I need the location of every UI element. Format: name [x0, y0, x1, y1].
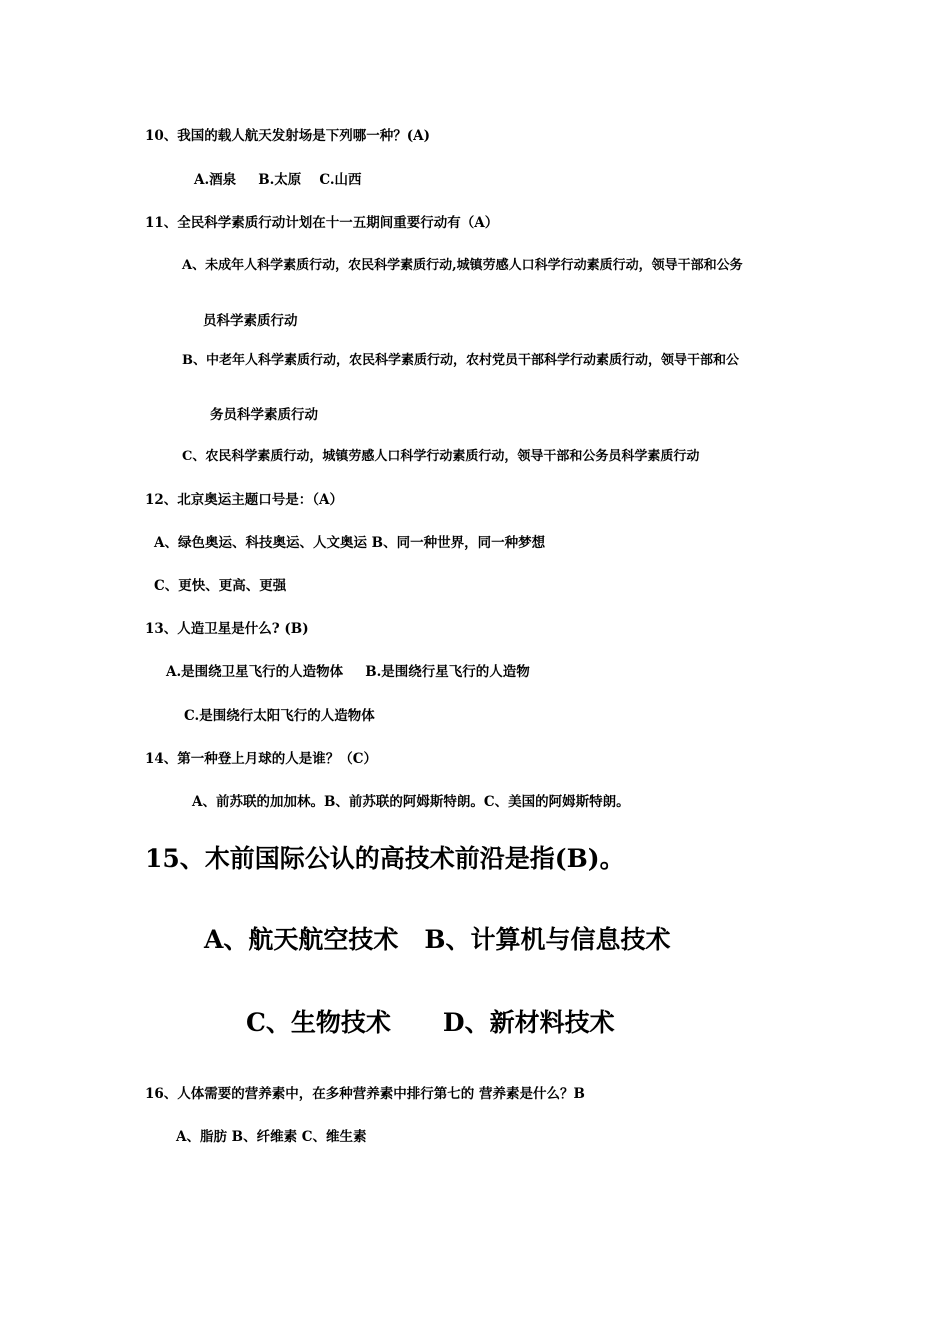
- q13-option-b: B.是围绕行星飞行的人造物: [365, 664, 530, 680]
- q13-option-a: A.是围绕卫星飞行的人造物体: [166, 664, 344, 680]
- q12-option-ab: A、绿色奥运、科技奥运、人文奥运 B、同一种世界，同一种梦想: [154, 535, 546, 551]
- q11-question: 11、全民科学素质行动计划在十一五期间重要行动有（A）: [145, 215, 499, 231]
- q15-option-c: C、生物技术: [246, 1008, 391, 1037]
- q15-question: 15、木前国际公认的高技术前沿是指(B)。: [145, 844, 625, 873]
- q13-options-ab: [166, 663, 530, 681]
- q11-option-a-line1: A、未成年人科学素质行动，农民科学素质行动,城镇劳感人口科学行动素质行动，领导干部和公务: [182, 258, 743, 273]
- q13-question: 13、人造卫星是什么? (B): [145, 621, 309, 637]
- q12-question: 12、北京奥运主题口号是：（A）: [145, 492, 344, 508]
- q11-option-b-line2: 务员科学素质行动: [210, 407, 318, 423]
- q11-option-a-line2: 员科学素质行动: [203, 313, 298, 329]
- q10-option-c: C.山西: [319, 172, 362, 188]
- q16-options: A、脂肪 B、纤维素 C、维生素: [176, 1129, 367, 1145]
- q13-option-c: C.是围绕行太阳飞行的人造物体: [184, 708, 375, 724]
- q10-options: [194, 171, 362, 189]
- q15-option-d: D、新材料技术: [442, 1008, 615, 1037]
- q12-option-c: C、更快、更高、更强: [154, 578, 287, 594]
- q15-options-cd: [246, 1007, 615, 1039]
- q10-option-a: A.酒泉: [194, 172, 237, 188]
- q11-option-b-line1: B、中老年人科学素质行动，农民科学素质行动，农村党员干部科学行动素质行动，领导干部和公: [182, 353, 739, 368]
- q16-question: 16、人体需要的营养素中，在多种营养素中排行第七的 营养素是什么？B: [145, 1086, 585, 1102]
- q10-option-b: B.太原: [258, 172, 302, 188]
- q15-option-a: A、航天航空技术: [204, 925, 399, 954]
- q10-question: 10、我国的载人航天发射场是下列哪一种？(A): [145, 128, 431, 144]
- q14-options: A、前苏联的加加林。B、前苏联的阿姆斯特朗。C、美国的阿姆斯特朗。: [192, 794, 630, 810]
- q15-option-b: B、计算机与信息技术: [424, 925, 671, 954]
- q15-options-ab: [204, 924, 671, 956]
- q11-option-c: C、农民科学素质行动，城镇劳感人口科学行动素质行动，领导干部和公务员科学素质行动: [182, 449, 700, 464]
- q14-question: 14、第一种登上月球的人是谁？（C）: [145, 751, 378, 767]
